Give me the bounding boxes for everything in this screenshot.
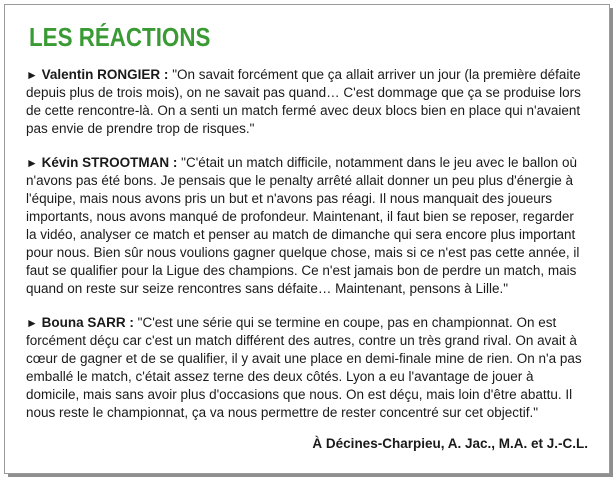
reactions-body [26,66,586,438]
quote-text: "C'est une série qui se termine en coupe, pas en championnat. On est forcément déçu car c'est un match différent des autres, contre un très grand rival. On avait à cœur de gagner et de se qualifier, il y avait une place en demi-finale mine de rien. On n'a pas emballé le match, c'était assez terne des deux côtés. Lyon a eu l'avantage de jouer à domicile, mais sans avoir plus d'occasions que nous. On est déçu, mais loin d'être abattu. Il nous reste le championnat, ça va nous permettre de rester concentré sur cet objectif." [26,315,582,420]
quote-sarr [26,314,586,422]
speaker-name: Valentin RONGIER : [41,67,169,82]
box-shadow-right [610,8,613,476]
quote-text: "C'était un match difficile, notamment dans le jeu avec le ballon où n'avons pas été bons. Je pensais que le penalty arrêté allait donner un peu plus d'énergie à l'équipe, mais nous avons pris un but et n'avons pas réagi. Il nous manquait des joueurs importants, nous avons manqué de profondeur. Maintenant, il faut bien se reposer, regarder la vidéo, analyser ce match et penser au match de dimanche qui sera encore plus important pour nous. Bien sûr nous voulions gagner quelque chose, mais si ce n'est pas cette année, il faut se qualifier pour la Ligue des champions. Ce n'est jamais bon de perdre un match, mais quand on reste sur seize rencontres sans défaite… Maintenant, pensons à Lille." [26,155,580,296]
arrow-bullet-icon: ► [26,156,38,170]
quote-text: "On savait forcément que ça allait arriver un jour (la première défaite depuis plus de trois mois), on ne savait pas quand… C'est dommage que ça se produise lors de cette rencontre-là. On a senti un match fermé avec deux blocs bien en place qui n'avaient pas envie de prendre trop de risques." [26,67,581,136]
speaker-name: Kévin STROOTMAN : [41,155,178,170]
speaker-name: Bouna SARR : [41,315,134,330]
byline: À Décines-Charpieu, A. Jac., M.A. et J.-C.L. [312,436,588,451]
arrow-bullet-icon: ► [26,316,38,330]
box-shadow-bottom [8,474,613,477]
arrow-bullet-icon: ► [26,68,38,82]
quote-strootman [26,154,586,298]
quote-rongier [26,66,586,138]
section-title: LES RÉACTIONS [29,22,211,52]
